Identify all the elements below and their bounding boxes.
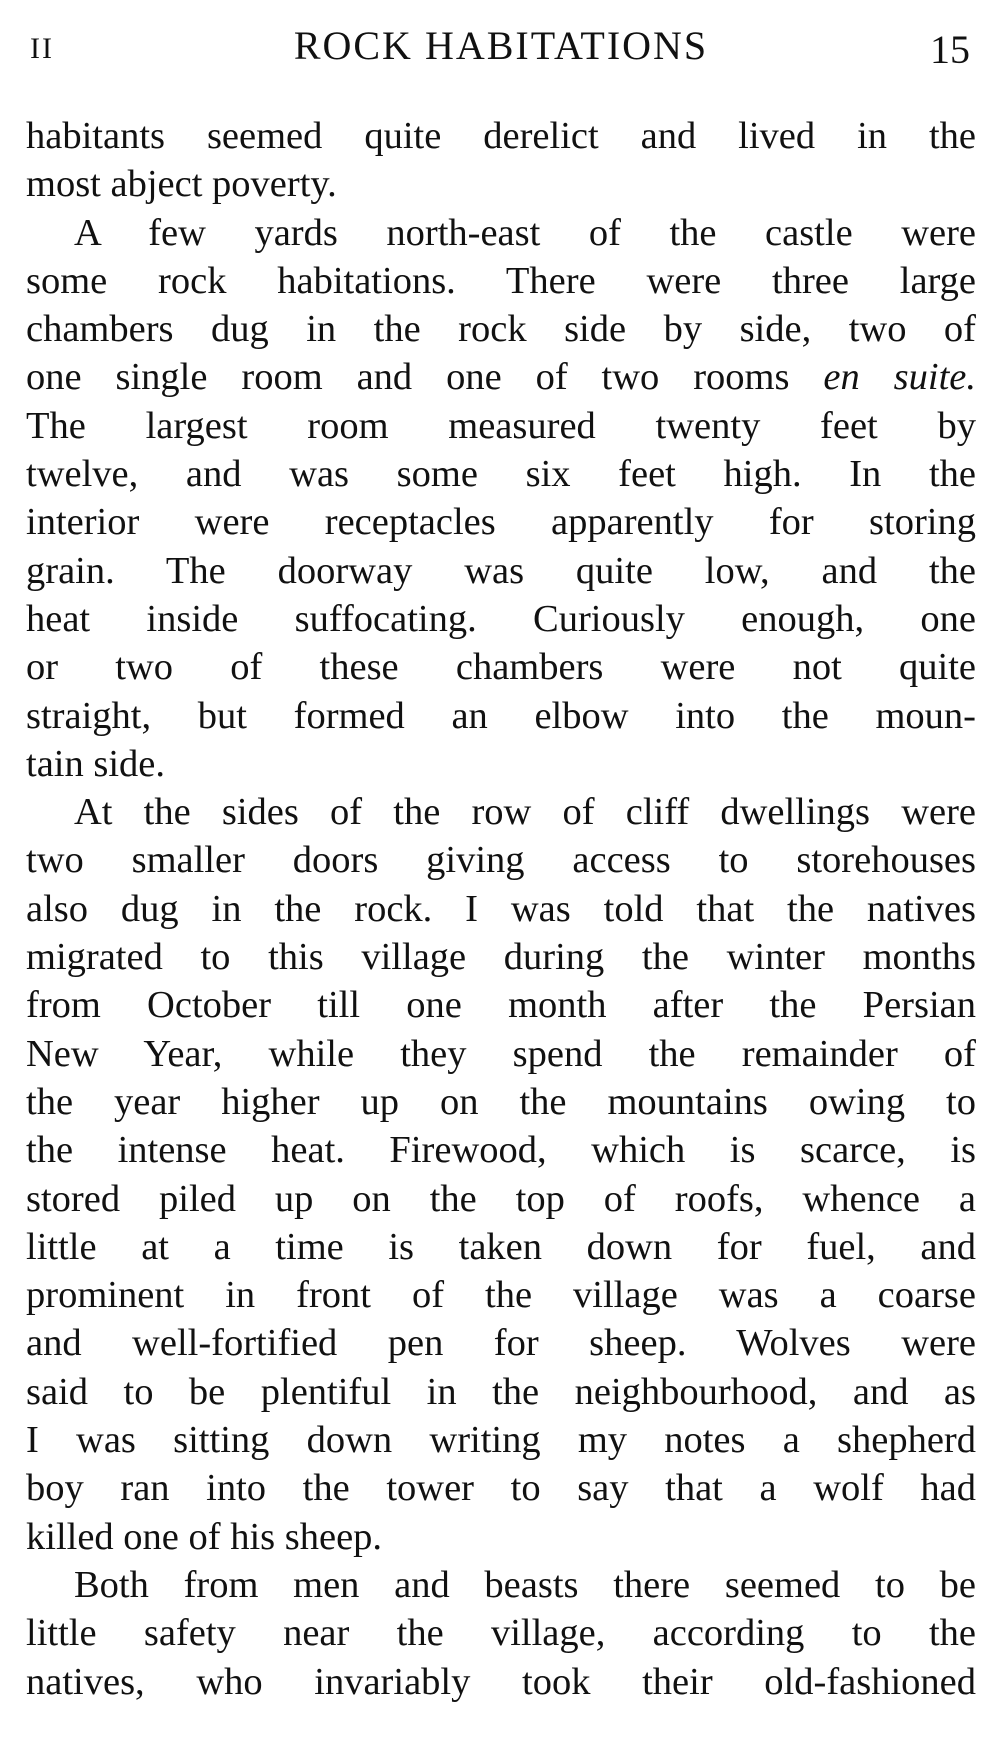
text-line: killed one of his sheep. bbox=[26, 1515, 383, 1558]
text-line bbox=[26, 353, 976, 401]
text-line: or two of these chambers were not quite bbox=[26, 646, 976, 689]
running-header bbox=[26, 14, 976, 70]
text-line: most abject poverty. bbox=[26, 163, 337, 206]
text-line: New Year, while they spend the remainder of bbox=[26, 1032, 976, 1075]
running-title: ROCK HABITATIONS bbox=[293, 23, 709, 68]
text-line: chambers dug in the rock side by side, two of bbox=[26, 308, 976, 351]
text-line-main: one single room and one of two rooms bbox=[26, 356, 790, 399]
text-line: twelve, and was some six feet high. In the bbox=[26, 453, 976, 496]
text-line: boy ran into the tower to say that a wolf had bbox=[26, 1467, 976, 1510]
chapter-number: II bbox=[30, 32, 54, 65]
text-line: little safety near the village, according to the bbox=[26, 1612, 976, 1655]
text-line: the intense heat. Firewood, which is scarce, is bbox=[26, 1129, 976, 1172]
paragraph-first-line: Both from men and beasts there seemed to be bbox=[74, 1563, 976, 1606]
text-line: heat inside suffocating. Curiously enough, one bbox=[26, 597, 976, 640]
text-line: interior were receptacles apparently for storing bbox=[26, 501, 976, 544]
text-line: habitants seemed quite derelict and lived in the bbox=[26, 115, 976, 157]
text-line: tain side. bbox=[26, 742, 165, 785]
text-line: prominent in front of the village was a coarse bbox=[26, 1274, 976, 1317]
text-line: the year higher up on the mountains owing to bbox=[26, 1080, 976, 1123]
text-line: also dug in the rock. I was told that the natives bbox=[26, 887, 976, 930]
body-text bbox=[26, 112, 976, 1706]
text-line: two smaller doors giving access to storehouses bbox=[26, 839, 976, 882]
text-line: migrated to this village during the winter months bbox=[26, 936, 976, 979]
page-number: 15 bbox=[930, 27, 970, 72]
paragraph-first-line: At the sides of the row of cliff dwellings were bbox=[74, 791, 976, 834]
text-line: straight, but formed an elbow into the moun- bbox=[26, 694, 976, 737]
text-line: said to be plentiful in the neighbourhood, and as bbox=[26, 1370, 976, 1413]
text-line: grain. The doorway was quite low, and the bbox=[26, 549, 976, 592]
text-line: little at a time is taken down for fuel, and bbox=[26, 1225, 976, 1268]
text-line: from October till one month after the Persian bbox=[26, 984, 976, 1027]
text-line: stored piled up on the top of roofs, whence a bbox=[26, 1177, 976, 1220]
italic-phrase: en suite. bbox=[823, 356, 976, 399]
text-line: I was sitting down writing my notes a shepherd bbox=[26, 1419, 976, 1462]
text-line: natives, who invariably took their old-fashioned bbox=[26, 1660, 976, 1703]
text-line: and well-fortified pen for sheep. Wolves were bbox=[26, 1322, 976, 1365]
paragraph-first-line: A few yards north-east of the castle were bbox=[74, 211, 976, 254]
text-line: The largest room measured twenty feet by bbox=[26, 404, 976, 447]
text-line: some rock habitations. There were three large bbox=[26, 259, 976, 302]
